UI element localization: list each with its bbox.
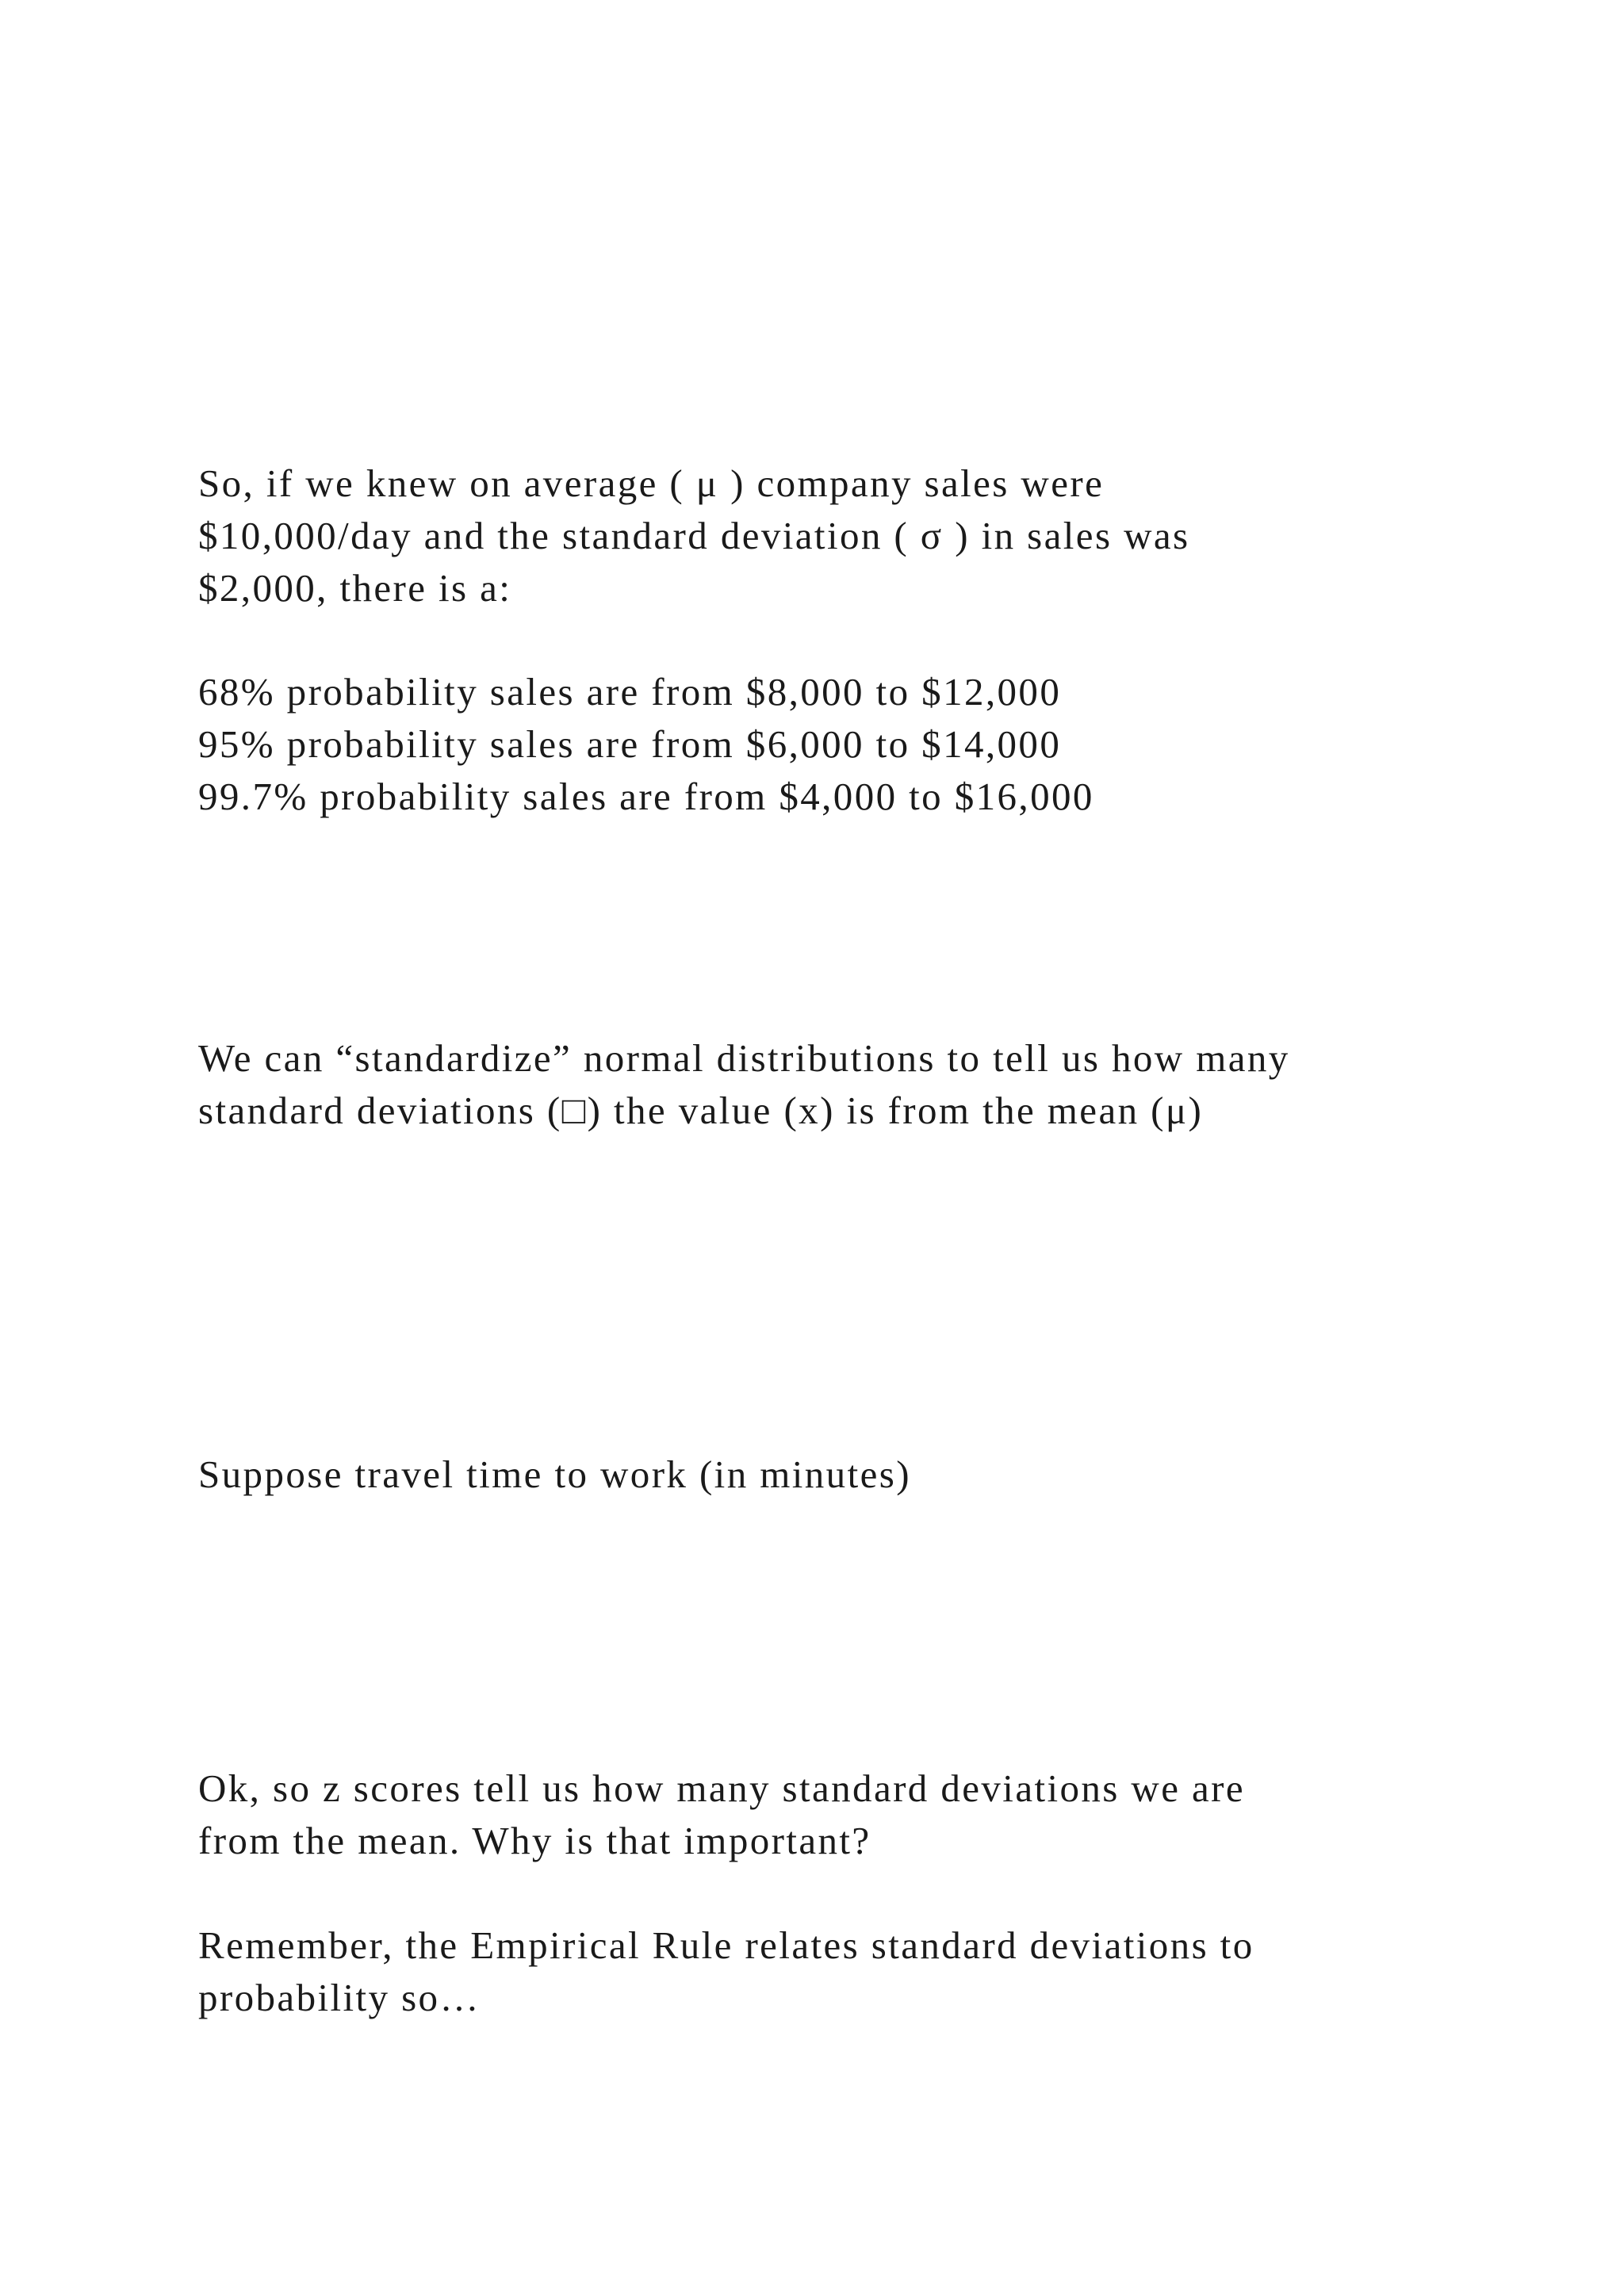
paragraph-line: We can “standardize” normal distributions to tell us how many [198, 1036, 1290, 1080]
paragraph-line: $10,000/day and the standard deviation ( σ ) in sales was [198, 514, 1190, 557]
paragraph-line: $2,000, there is a: [198, 566, 512, 610]
probability-line-95: 95% probability sales are from $6,000 to $14,000 [198, 722, 1062, 766]
paragraph-line: So, if we knew on average ( μ ) company sales were [198, 461, 1105, 505]
paragraph-line: standard deviations (□) the value (x) is from the mean (μ) [198, 1089, 1204, 1132]
probability-line-99-7: 99.7% probability sales are from $4,000 to $16,000 [198, 775, 1094, 818]
paragraph-line: Ok, so z scores tell us how many standard deviations we are [198, 1766, 1246, 1810]
probability-line-68: 68% probability sales are from $8,000 to $12,000 [198, 670, 1062, 714]
paragraph-line: Suppose travel time to work (in minutes) [198, 1452, 911, 1496]
paragraph-line: Remember, the Empirical Rule relates standard deviations to [198, 1923, 1254, 1967]
paragraph-line: probability so… [198, 1976, 481, 2019]
paragraph-line: from the mean. Why is that important? [198, 1819, 871, 1862]
